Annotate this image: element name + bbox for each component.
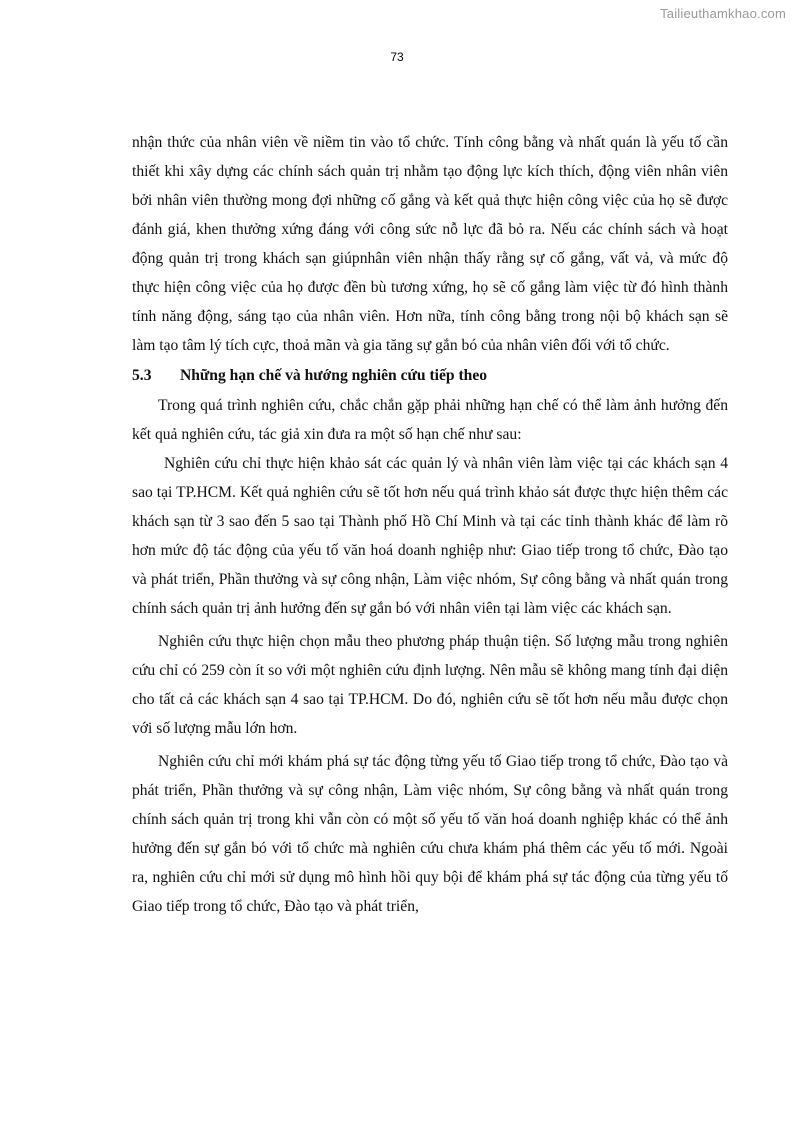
paragraph: Nghiên cứu chỉ thực hiện khảo sát các quản lý và nhân viên làm việc tại các khách sạn 4 sao tại TP.HCM. Kết quả nghiên cứu sẽ tốt hơn nếu quá trình khảo sát được thực hiện thêm các khách sạn từ 3 sao đến 5 sao tại Thành phố Hồ Chí Minh và tại các tỉnh thành khác để làm rõ hơn mức độ tác động của yếu tố văn hoá doanh nghiệp như: Giao tiếp trong tổ chức, Đào tạo và phát triển, Phần thưởng và sự công nhận, Làm việc nhóm, Sự công bằng và nhất quán trong chính sách quản trị ảnh hưởng đến sự gắn bó với nhân viên tại làm việc các khách sạn.	[132, 455, 728, 617]
document-body	[132, 128, 728, 921]
paragraph: Nghiên cứu thực hiện chọn mẫu theo phương pháp thuận tiện. Số lượng mẫu trong nghiên cứu chỉ có 259 còn ít so với một nghiên cứu định lượng. Nên mẫu sẽ không mang tính đại diện cho tất cả các khách sạn 4 sao tại TP.HCM. Do đó, nghiên cứu sẽ tốt hơn nếu mẫu được chọn với số lượng mẫu lớn hơn.	[132, 633, 728, 737]
watermark-text: Tailieuthamkhao.com	[660, 6, 786, 21]
paragraph-continued: nhận thức của nhân viên về niềm tin vào tổ chức. Tính công bằng và nhất quán là yếu tố cần thiết khi xây dựng các chính sách quản trị nhằm tạo động lực kích thích, động viên nhân viên bởi nhân viên thường mong đợi những cố gắng và kết quả thực hiện công việc của họ sẽ được đánh giá, khen thưởng xứng đáng với công sức nỗ lực đã bỏ ra. Nếu các chính sách và hoạt động quản trị trong khách sạn giúpnhân viên nhận thấy rằng sự cố gắng, vất vả, và mức độ thực hiện công việc của họ được đền bù tương xứng, họ sẽ cố gắng làm việc từ đó hình thành tính năng động, sáng tạo của nhân viên. Hơn nữa, tính công bằng trong nội bộ khách sạn sẽ làm tạo tâm lý tích cực, thoả mãn và gia tăng sự gắn bó của nhân viên đối với tổ chức.	[132, 134, 728, 354]
section-title: Những hạn chế và hướng nghiên cứu tiếp theo	[180, 367, 488, 384]
paragraph: Trong quá trình nghiên cứu, chắc chắn gặp phải những hạn chế có thể làm ảnh hưởng đến kết quả nghiên cứu, tác giả xin đưa ra một số hạn chế như sau:	[132, 397, 728, 443]
page-number: 73	[390, 50, 404, 64]
section-heading	[132, 360, 728, 391]
section-number: 5.3	[132, 367, 152, 384]
paragraph: Nghiên cứu chỉ mới khám phá sự tác động từng yếu tố Giao tiếp trong tổ chức, Đào tạo và phát triển, Phần thưởng và sự công nhận, Làm việc nhóm, Sự công bằng và nhất quán trong chính sách quản trị trong khi vẫn còn có một số yếu tố văn hoá doanh nghiệp khác có thể ảnh hưởng đến sự gắn bó với tổ chức mà nghiên cứu chưa khám phá thêm các yếu tố mới. Ngoài ra, nghiên cứu chỉ mới sử dụng mô hình hồi quy bội để khám phá sự tác động của từng yếu tố Giao tiếp trong tổ chức, Đào tạo và phát triển,	[132, 753, 728, 915]
